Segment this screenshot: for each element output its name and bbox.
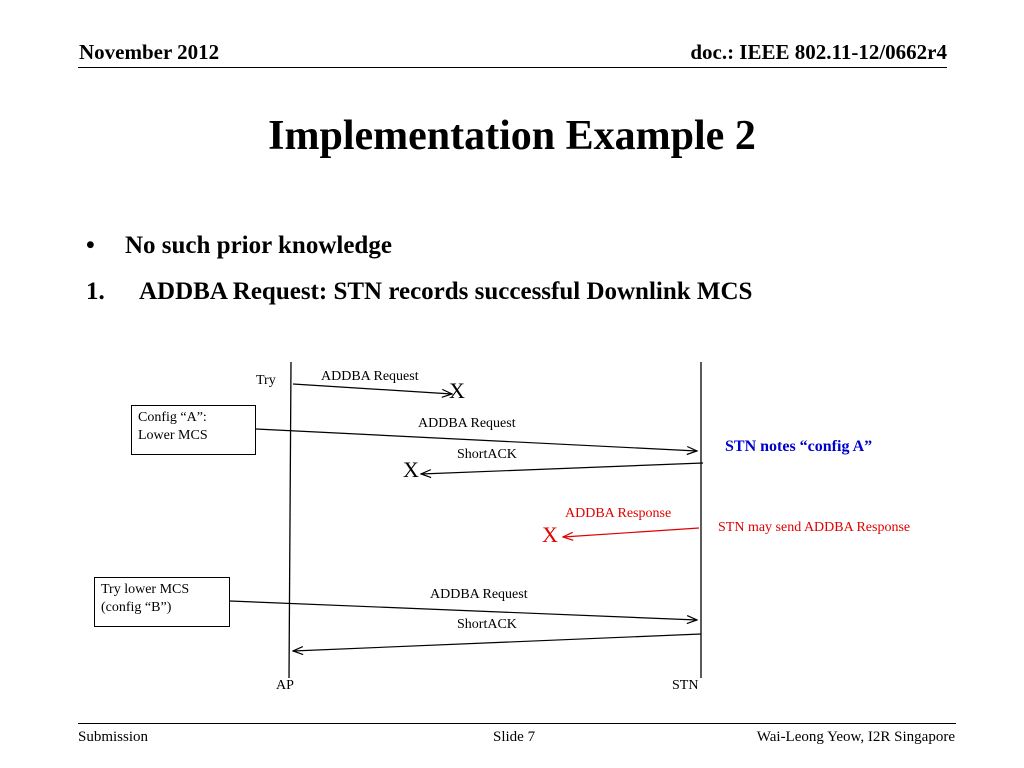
config-a-box xyxy=(131,405,256,455)
addba-request-label-3: ADDBA Request xyxy=(430,587,528,602)
try-lower-line2: (config “B”) xyxy=(101,600,172,615)
header-date: November 2012 xyxy=(79,40,220,64)
footer-author: Wai-Leong Yeow, I2R Singapore xyxy=(756,729,955,745)
ap-label: AP xyxy=(276,678,294,693)
shortack-label-1: ShortACK xyxy=(457,447,517,462)
lost-frame-x-mark: X xyxy=(449,378,465,403)
arrow-shortack-2 xyxy=(293,634,701,651)
config-a-line1: Config “A”: xyxy=(138,410,207,425)
bullet-text: No such prior knowledge xyxy=(125,232,392,259)
header-doc-id: doc.: IEEE 802.11-12/0662r4 xyxy=(690,40,947,64)
addba-request-label-2: ADDBA Request xyxy=(418,416,516,431)
footer-submission: Submission xyxy=(78,729,149,745)
footer-rule xyxy=(78,723,956,724)
arrow-shortack-1 xyxy=(421,463,703,474)
shortack-label-2: ShortACK xyxy=(457,617,517,632)
stn-notes-label: STN notes “config A” xyxy=(725,438,873,455)
addba-response-label: ADDBA Response xyxy=(565,506,672,521)
config-a-line2: Lower MCS xyxy=(138,428,208,443)
numbered-label: 1. xyxy=(86,278,105,305)
stn-may-send-label: STN may send ADDBA Response xyxy=(718,520,911,535)
try-label: Try xyxy=(256,373,276,388)
try-lower-mcs-box xyxy=(94,577,230,627)
slide-title: Implementation Example 2 xyxy=(268,113,756,159)
try-lower-line1: Try lower MCS xyxy=(101,582,190,597)
arrow-addba-response xyxy=(563,528,699,537)
stn-label: STN xyxy=(672,678,699,693)
bullet-symbol: • xyxy=(86,232,95,259)
footer-slide-number: Slide 7 xyxy=(493,729,536,745)
ap-lifeline xyxy=(289,362,291,678)
addba-request-label-1: ADDBA Request xyxy=(321,369,419,384)
numbered-text: ADDBA Request: STN records successful Downlink MCS xyxy=(139,278,753,305)
lost-frame-x-mark: X xyxy=(542,522,558,547)
lost-frame-x-mark: X xyxy=(403,457,419,482)
arrow-addba-request-1 xyxy=(293,384,452,394)
